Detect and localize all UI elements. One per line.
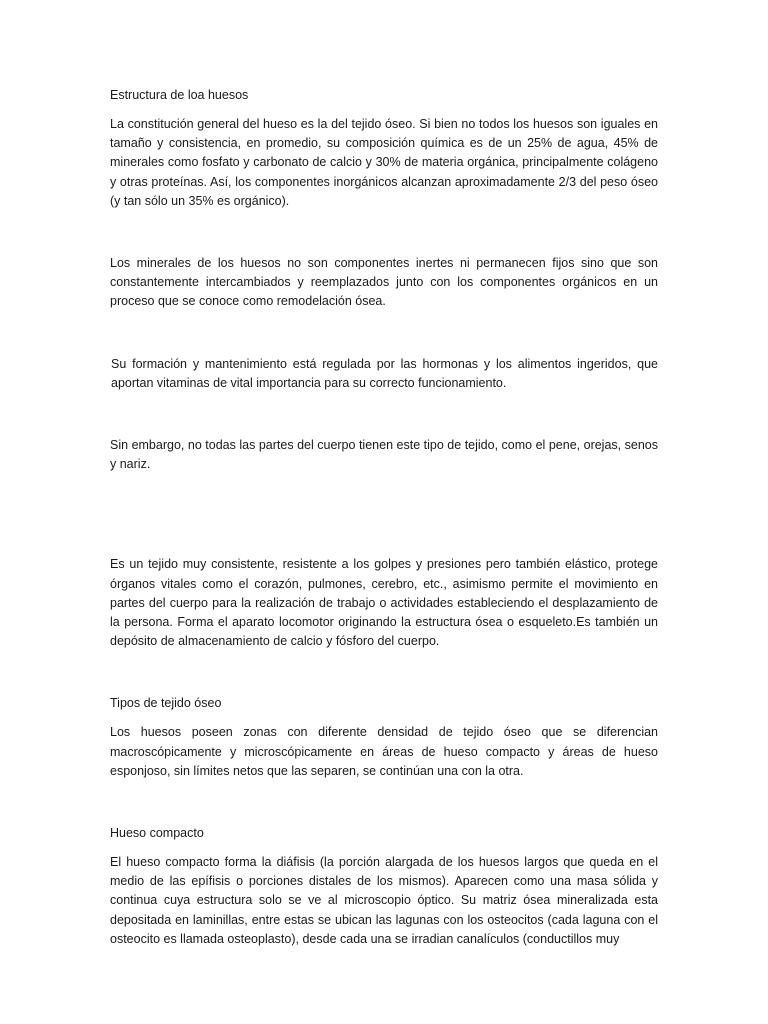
section-heading-tissue-types: Tipos de tejido óseo	[110, 696, 222, 711]
document-title: Estructura de loa huesos	[110, 88, 249, 102]
paragraph-body-parts: Sin embargo, no todas las partes del cuerpo tienen este tipo de tejido, como el pene, orejas, senos y nariz.	[110, 438, 658, 472]
document-page	[110, 86, 658, 949]
paragraph-tissue-types: Los huesos poseen zonas con diferente densidad de tejido óseo que se diferencian macroscópicamente y microscópicamente en áreas de hueso compacto y áreas de hueso esponjoso, sin límites netos que las separen, se continúan una con la otra.	[110, 725, 658, 778]
paragraph-bone-remodeling: Los minerales de los huesos no son componentes inertes ni permanecen fijos sino que son constantemente intercambiados y reemplazados junto con los componentes orgánicos en un proceso que se conoce como remodelación ósea.	[110, 256, 658, 309]
paragraph-hormones: Su formación y mantenimiento está regulada por las hormonas y los alimentos ingeridos, que aportan vitaminas de vital importancia para su correcto funcionamiento.	[111, 356, 658, 390]
paragraph-compact-bone: El hueso compacto forma la diáfisis (la porción alargada de los huesos largos que queda en el medio de las epífisis o porciones distales de los mismos). Aparecen como una masa sólida y continua cuya estructura solo se ve al microscopio óptico. Su matriz ósea mineralizada esta depositada en laminillas, entre estas se ubican las lagunas con los osteocitos (cada laguna con el osteocito es llamada osteoplasto), desde cada una se irradian canalículos (conductillos muy	[110, 855, 658, 946]
paragraph-bone-composition: La constitución general del hueso es la del tejido óseo. Si bien no todos los huesos son iguales en tamaño y consistencia, en promedio, su composición química es de un 25% de agua, 45% de minerales como fosfato y carbonato de calcio y 30% de materia orgánica, principalmente colágeno y otras proteínas. Así, los componentes inorgánicos alcanzan aproximadamente 2/3 del peso óseo (y tan sólo un 35% es orgánico).	[110, 117, 658, 208]
section-heading-compact-bone: Hueso compacto	[110, 826, 204, 841]
paragraph-tissue-properties: Es un tejido muy consistente, resistente a los golpes y presiones pero también elástico, protege órganos vitales como el corazón, pulmones, cerebro, etc., asimismo permite el movimiento en partes del cuerpo para la realización de trabajo o actividades estableciendo el desplazamiento de la persona. Forma el aparato locomotor originando la estructura ósea o esqueleto.Es también un depósito de almacenamiento de calcio y fósforo del cuerpo.	[110, 557, 658, 649]
